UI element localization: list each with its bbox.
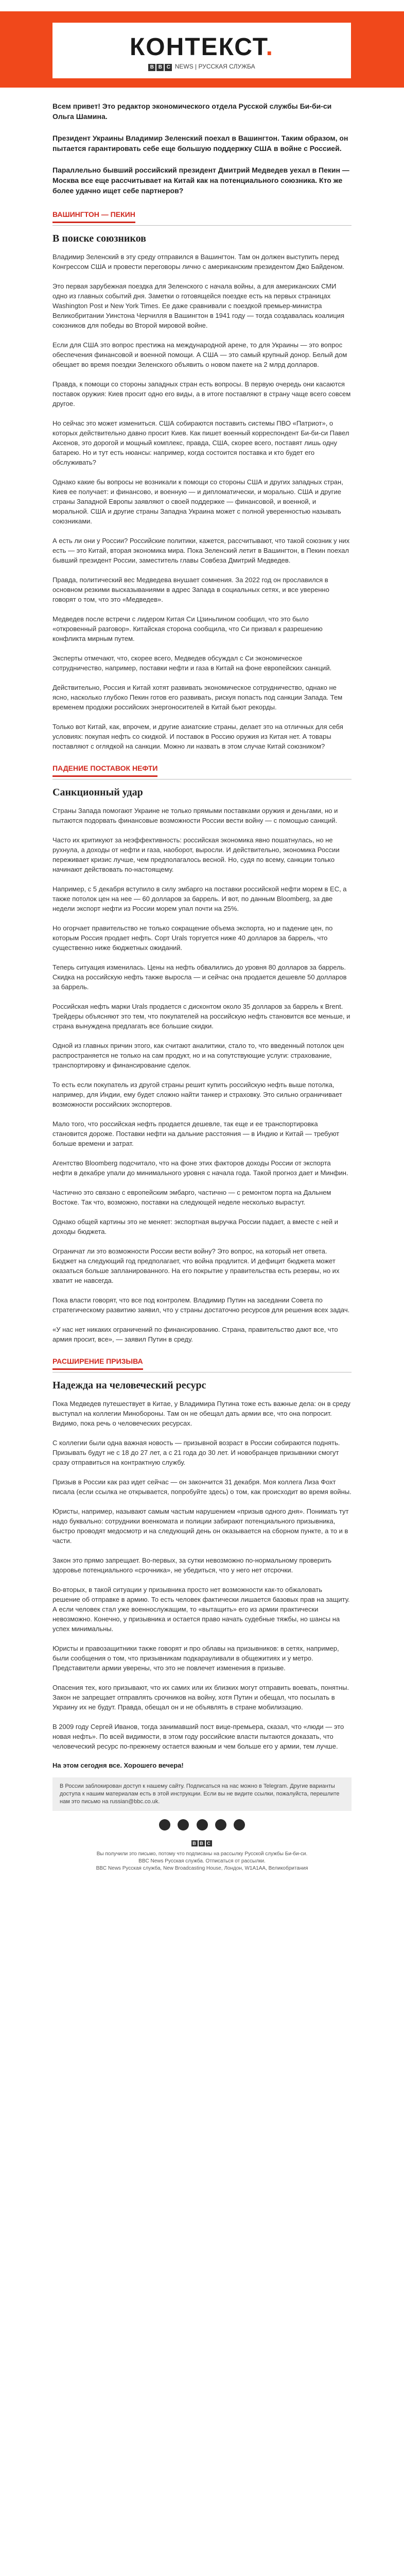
bbc-block: B — [199, 1840, 205, 1846]
section-body — [52, 1399, 352, 1751]
section-title: В поиске союзников — [52, 233, 146, 244]
lead-paragraph: Всем привет! Это редактор экономического отдела Русской службы Би-би-си Ольга Шамина. — [52, 102, 332, 121]
section-body — [52, 252, 352, 751]
footer-line: BBC News Русская служба. Отписаться от рассылки. — [138, 1858, 266, 1864]
bbc-block: C — [165, 64, 172, 71]
body-paragraph: Мало того, что российская нефть продается дешевле, так еще и ее транспортировка становится дороже. Поставки нефти на дальние расстояния — в Индию и Китай — требуют больше времени и затрат. — [52, 1120, 340, 1147]
body-paragraph: Пока Медведев путешествует в Китае, у Владимира Путина тоже есть важные дела: он в среду выступал на коллегии Минобороны. Там он не обещал дать армии все, что она попросит. Видимо, пока речь о человеческих ресурсах. — [52, 1400, 350, 1427]
body-paragraph: Но сейчас это может измениться. США собираются поставить системы ПВО «Патриот», о которых действительно давно просит Киев. Как пишет военный корреспондент Би-би-си Павел Аксенов, это дорогой и мощный комплекс, правда, США, скорее всего, поставят лишь одну батарею. Но и тут есть нюансы: например, когда состоится поставка и кто будет его обслуживать? — [52, 419, 349, 466]
bbc-logo — [191, 1838, 213, 1847]
body-paragraph: В 2009 году Сергей Иванов, тогда занимавший пост вице-премьера, сказал, что «люди — это новая нефть». По всей видимости, в этом году российские власти пытаются доказать, что человеческий ресурс по-прежнему остается важным и чем больше его у армии, тем лучше. — [52, 1723, 344, 1750]
section-title: Надежда на человеческий ресурс — [52, 1380, 206, 1391]
logo-text: КОНТЕКСТ — [129, 33, 266, 61]
bbc-block: B — [148, 64, 155, 71]
section-divider — [52, 225, 352, 226]
logo-dot: . — [266, 33, 274, 61]
body-paragraph: Пока власти говорят, что все под контролем. Владимир Путин на заседании Совета по стратегическому развитию заявил, что у страны достаточно ресурсов для решения всех задач. — [52, 1296, 350, 1314]
body-paragraph: Действительно, Россия и Китай хотят развивать экономическое сотрудничество, однако не ясно, насколько глубоко Пекин готов его развивать, рискуя попасть под санкции Запада. Тем временем продажи российских энергоносителей в Китай бьют рекорды. — [52, 684, 343, 711]
facebook-icon[interactable] — [159, 1819, 170, 1831]
body-paragraph: Только вот Китай, как, впрочем, и другие азиатские страны, делает это на отличных для себя условиях: покупая нефть со скидкой. И поставок в Россию оружия из Китая нет. А товары поставляют с оглядкой на санкции. Можно ли назвать в этом случае Китай союзником? — [52, 723, 343, 750]
section-tag: РАСШИРЕНИЕ ПРИЗЫВА — [52, 1357, 143, 1370]
body-paragraph: Однако общей картины это не меняет: экспортная выручка России падает, а вместе с ней и доходы бюджета. — [52, 1218, 338, 1235]
header-banner — [0, 11, 404, 88]
body-paragraph: То есть если покупатель из другой страны решит купить российскую нефть выше потолка, например, для Индии, ему будет сложно найти танкер и страховку. Это сильно ограничивает возможности российских экспортеров. — [52, 1081, 342, 1108]
body-paragraph: Закон это прямо запрещает. Во-первых, за сутки невозможно по-нормальному проверить здоровье потенциального «срочника», не убедиться, что у него нет отсрочки. — [52, 1556, 332, 1574]
body-paragraph: Владимир Зеленский в эту среду отправился в Вашингтон. Там он должен выступить перед Конгрессом США и провести переговоры лично с американским президентом Джо Байденом. — [52, 253, 345, 270]
footer-line: Вы получили это письмо, потому что подписаны на рассылку Русской службы Би-би-си. — [96, 1851, 308, 1857]
lead-block — [52, 101, 352, 196]
bbc-service-label: NEWS | РУССКАЯ СЛУЖБА — [174, 63, 255, 70]
section-tag: ПАДЕНИЕ ПОСТАВОК НЕФТИ — [52, 764, 157, 777]
body-paragraph: Эксперты отмечают, что, скорее всего, Медведев обсуждал с Си экономическое сотрудничество, например, поставки нефти и газа в Китай на фоне европейских санкций. — [52, 654, 332, 672]
footer-line: BBC News Русская служба, New Broadcasting House, Лондон, W1A1AA, Великобритания — [96, 1866, 308, 1871]
section-body — [52, 806, 352, 1344]
body-paragraph: Юристы, например, называют самым частым нарушением «призыв одного дня». Понимать тут надо буквально: сотрудники военкомата и полиции забирают потенциального призывника, быстро проводят медосмотр и на следующий день он оказывается на сборном пункте, а то и в части. — [52, 1507, 349, 1545]
body-paragraph: Если для США это вопрос престижа на международной арене, то для Украины — это вопрос обеспечения финансовой и военной помощи. А США — это самый крупный донор. Белый дом обещает во время поездки Зеленского объявить о новом пакете на 2 млрд долларов. — [52, 341, 347, 368]
body-paragraph: Одной из главных причин этого, как считают аналитики, стало то, что введенный потолок цен распространяется не только на сам продукт, но и на сопутствующие услуги: страхование, транспортировку и финансирование сделок. — [52, 1042, 344, 1069]
end-note: На этом сегодня все. Хорошего вечера! — [52, 1761, 184, 1769]
body-paragraph: Правда, к помощи со стороны западных стран есть вопросы. В первую очередь они касаются поставок оружия: Киев просит одно его виды, а в итоге поставляют в страну чаще всего совсем другое. — [52, 380, 351, 408]
body-paragraph: Теперь ситуация изменилась. Цены на нефть обвалились до уровня 80 долларов за баррель. Скидка на российскую нефть также выросла — и сейчас она продается дешевле 50 долларов за баррель. — [52, 963, 347, 991]
kontekst-logo — [52, 33, 351, 61]
bbc-block: C — [206, 1840, 212, 1846]
lead-paragraph: Параллельно бывший российский президент Дмитрий Медведев уехал в Пекин — Москва все еще рассчитывает на Китай как на потенциального союзника. Кто же более удачно ищет себе партнеров? — [52, 166, 349, 195]
body-paragraph: Опасения тех, кого призывают, что их самих или их близких могут отправить воевать, понятны. Закон не запрещает отправлять срочников на войну, хотя Путин и обещал, что посылать в Украину их не будут. Правда, обещал он и не объявлять в стране мобилизацию. — [52, 1684, 349, 1711]
body-paragraph: Правда, политический вес Медведева внушает сомнения. За 2022 год он прославился в основном резкими высказываниями в адрес Запада в социальных сетях, и все уверенно говорят о том, что это «Медведев». — [52, 576, 329, 603]
section-tag: ВАШИНГТОН — ПЕКИН — [52, 210, 135, 223]
bbc-logo — [148, 63, 173, 70]
section — [52, 207, 352, 751]
body-paragraph: С коллегии были одна важная новость — призывной возраст в России собираются поднять. Призывать будут не с 18 до 27 лет, а с 21 года до 30 лет. И новобранцев призывники смогут сразу отправиться на контрактную службу. — [52, 1439, 340, 1466]
bbc-block: B — [191, 1840, 198, 1846]
body-paragraph: Но огорчает правительство не только сокращение объема экспорта, но и падение цен, по которым Россия продает нефть. Сорт Urals торгуется ниже 40 долларов за баррель, что существенно ниже бюджетных ожиданий. — [52, 924, 333, 952]
body-paragraph: Например, с 5 декабря вступило в силу эмбарго на поставки российской нефти морем в ЕС, а также потолок цен на нее — 60 долларов за баррель. И вот, по данным Bloomberg, за две недели экспорт нефти из России морем упал почти на 25%. — [52, 885, 347, 912]
body-paragraph: «У нас нет никаких ограничений по финансированию. Страна, правительство дают все, что армия просит, все», — заявил Путин в среду. — [52, 1326, 338, 1343]
body-paragraph: А есть ли они у России? Российские политики, кажется, рассчитывают, что такой союзник у них есть — это Китай, вторая экономика мира. Пока Зеленский летит в Вашингтон, в Пекин поехал бывший президент России, заместитель главы Совбеза Дмитрий Медведев. — [52, 537, 350, 564]
footer-text — [52, 1851, 352, 1872]
footer-notice: В России заблокирован доступ к нашему сайту. Подписаться на нас можно в Telegram. Другие варианты доступа к нашим материалам есть в этой инструкции. Если вы не видите ссылки, пожалуйста, перешлите нам это письмо на russian@bbc.co.uk. — [52, 1777, 352, 1811]
body-paragraph: Призыв в России как раз идет сейчас — он закончится 31 декабря. Моя коллега Лиза Фохт писала (если ссылка не открывается, попробуйте здесь) о том, как происходит во время войны. — [52, 1478, 352, 1496]
body-paragraph: Часто их критикуют за неэффективность: российская экономика явно пошатнулась, но не рухнула, а доходы от нефти и газа, наоборот, выросли. И действительно, экономика России переживает кризис лучше, чем предполагалось весной. Но, судя по всему, санкции только начинают действовать по-настоящему. — [52, 836, 340, 873]
footer-logo — [52, 1838, 352, 1848]
body-paragraph: Юристы и правозащитники также говорят и про облавы на призывников: в сетях, например, были сообщения о том, что призывникам подкарауливали в общежитиях и у метро. Представители армии уверены, что это не повлечет изменения в призыве. — [52, 1645, 339, 1672]
bbc-sub — [52, 63, 351, 71]
top-strip — [0, 0, 404, 11]
section-title: Санкционный удар — [52, 787, 143, 798]
body-paragraph: Однако какие бы вопросы не возникали к помощи со стороны США и других западных стран, Киев ее получает: и финансово, и военную — и дипломатически, и морально. США и другие страны Западной Европы заявляют о своей поддержке — финансовой, и военной, и моральной. США и другие страны Западна Украина может с полной уверенностью называть союзниками. — [52, 478, 343, 525]
telegram-icon[interactable] — [215, 1819, 226, 1831]
body-paragraph: Это первая зарубежная поездка для Зеленского с начала войны, а для американских СМИ одно из главных событий дня. Заметки о готовящейся поездке есть на первых страницах Washington Post и New York Times. Ее даже сравнивали с поездкой премьер-министра Великобритании Уинстона Черчилля в Вашингтон в 1941 году — тогда создавалась коалиция союзников для победы во Второй мировой войне. — [52, 282, 345, 329]
body-paragraph: Частично это связано с европейским эмбарго, частично — с ремонтом порта на Дальнем Востоке. Так что, возможно, поставки на следующей неделе несколько вырастут. — [52, 1189, 331, 1206]
bbc-block: B — [156, 64, 164, 71]
logo-box — [52, 23, 351, 78]
body-paragraph: Российская нефть марки Urals продается с дисконтом около 35 долларов за баррель к Brent. Трейдеры объясняют это тем, что покупателей на российскую нефть становится все меньше, и страна вынуждена предлагать все большие скидки. — [52, 1003, 350, 1030]
youtube-icon[interactable] — [197, 1819, 208, 1831]
body-paragraph: Агентство Bloomberg подсчитало, что на фоне этих факторов доходы России от экспорта нефти в декабре упали до минимального уровня с начала года. Такой прогноз дает и Минфин. — [52, 1159, 348, 1177]
lead-paragraph: Президент Украины Владимир Зеленский поехал в Вашингтон. Таким образом, он пытается гарантировать себе еще большую поддержку США в войне с Россией. — [52, 134, 348, 152]
section — [52, 1354, 352, 1751]
instagram-icon[interactable] — [234, 1819, 245, 1831]
body-paragraph: Медведев после встречи с лидером Китая Си Цзиньпином сообщил, что это было «откровенный разговор». Китайская сторона сообщила, что Си призвал к разрешению конфликта мирным путем. — [52, 615, 323, 642]
sections — [52, 207, 352, 1751]
newsletter-content — [0, 101, 404, 1872]
body-paragraph: Ограничат ли это возможности России вести войну? Это вопрос, на который нет ответа. Бюджет на следующий год предполагает, что война продлится. И дефицит бюджета может оказаться больше запланированного. На его покрытие у правительства есть резервы, но их хватит не навсегда. — [52, 1247, 340, 1284]
body-paragraph: Страны Запада помогают Украине не только прямыми поставками оружия и деньгами, но и пытаются подорвать финансовые возможности России вести войну — с помощью санкций. — [52, 807, 338, 824]
twitter-icon[interactable] — [178, 1819, 189, 1831]
section — [52, 761, 352, 1344]
body-paragraph: Во-вторых, в такой ситуации у призывника просто нет возможности как-то обжаловать решение об отправке в армию. То есть человек фактически лишается базовых прав на защиту. А если человек стал уже военнослужащим, то «вытащить» его из армии практически невозможно. Конечно, у призывника и остается право начать судебные тяжбы, но шансы на успех минимальны. — [52, 1586, 350, 1633]
social-icons — [52, 1819, 352, 1833]
